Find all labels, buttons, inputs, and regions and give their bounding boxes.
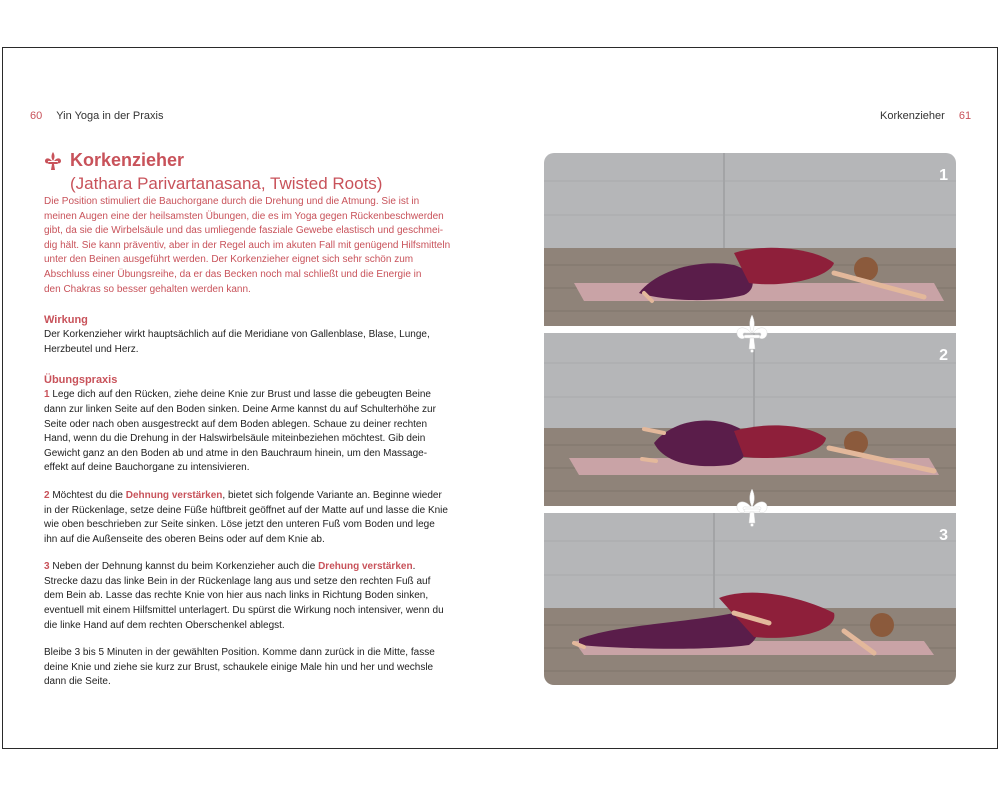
intro-line: dig hält. Sie kann präventiv, aber in der Regel auch im akuten Fall mit genügend Hilfsmitteln — [44, 239, 451, 251]
text-line — [44, 489, 464, 504]
pose-photo-3 — [544, 513, 956, 685]
text-line: dem Bein ab. Lasse das rechte Knie von hier aus nach links in Richtung Boden sinken, — [44, 590, 429, 602]
text-line: wie oben beschrieben zur Seite sinken. Löse jetzt den unteren Fuß vom Boden und lege — [44, 519, 435, 531]
highlight-text: Drehung verstärken — [318, 561, 413, 573]
text-line: die linke Hand auf dem rechten Oberschenkel ablegst. — [44, 619, 285, 631]
title-row — [44, 150, 464, 171]
intro-line: gibt, da sie die Wirbelsäule und das umliegende fasziale Gewebe elastisch und geschmei- — [44, 225, 444, 237]
pose-photo-1 — [544, 153, 956, 326]
text-line: Seite oder nach oben ausgestreckt auf dem Boden ablegen. Schaue zu deiner rechten — [44, 418, 428, 430]
uebungspraxis-heading: Übungspraxis — [44, 374, 118, 387]
left-page-number: 60 — [30, 110, 43, 122]
text-line — [44, 388, 464, 403]
text-line: dann zur linken Seite auf den Boden sinken. Deine Arme kannst du auf Schulterhöhe zur — [44, 403, 436, 415]
photo-number: 3 — [939, 527, 948, 544]
photo-number: 2 — [939, 347, 948, 364]
left-page-header — [30, 110, 163, 122]
intro-line: den Chakras so besser gehalten werden kann. — [44, 283, 251, 295]
text-line — [44, 560, 464, 575]
photo-number: 1 — [939, 167, 948, 184]
intro-line: unter den Beinen ausgeführt werden. Der Korkenzieher eignet sich sehr schön zum — [44, 254, 414, 266]
step-text: . — [412, 561, 416, 573]
step-number: 1 — [44, 389, 50, 401]
step-1-paragraph — [44, 388, 464, 476]
step-number: 2 — [44, 489, 50, 501]
step-3-paragraph — [44, 560, 464, 633]
right-running-title: Korkenzieher — [880, 110, 945, 122]
right-page-header — [880, 110, 971, 122]
pose-1-illustration — [544, 153, 956, 326]
article-title: Korkenzieher — [70, 150, 185, 170]
fleur-de-lis-icon — [44, 151, 62, 171]
text-line: in der Rückenlage, setze deine Füße hüftbreit geöffnet auf der Matte auf und lasse die Knie — [44, 504, 448, 516]
left-running-title: Yin Yoga in der Praxis — [56, 110, 164, 122]
highlight-text: Dehnung verstärken — [125, 489, 223, 501]
intro-line: meinen Augen eine der heilsamsten Übungen, die es im Yoga gegen Rückenbeschwerden — [44, 210, 444, 222]
intro-paragraph — [44, 195, 464, 297]
text-line: deine Knie und ziehe sie kurz zur Brust, schaukele einige Male hin und her und wechsle — [44, 661, 434, 673]
text-line: Hand, wenn du die Drehung in der Halswirbelsäule miteinbeziehen möchtest. Gib dein — [44, 433, 426, 445]
text-line: Strecke dazu das linke Bein in der Rückenlage lang aus und setze den rechten Fuß auf — [44, 575, 431, 587]
closing-paragraph — [44, 646, 464, 690]
wirkung-paragraph — [44, 328, 464, 357]
step-text: Neben der Dehnung kannst du beim Korkenzieher auch die — [49, 561, 319, 573]
text-line: effekt auf deine Bauchorgane zu intensivieren. — [44, 462, 250, 474]
step-text: , bietet sich folgende Variante an. Beginne wieder — [222, 489, 442, 501]
text-line: Der Korkenzieher wirkt hauptsächlich auf die Meridiane von Gallenblase, Blase, Lunge, — [44, 329, 430, 341]
pose-photo-2 — [544, 333, 956, 506]
ornament-divider-icon — [732, 487, 772, 527]
intro-line: Die Position stimuliert die Bauchorgane durch die Drehung und die Atmung. Sie ist in — [44, 196, 420, 207]
step-text: Möchtest du die — [49, 489, 126, 501]
text-line: Gewicht ganz an den Boden ab und atme in den Bauchraum hinein, um den Massage- — [44, 447, 428, 459]
step-number: 3 — [44, 561, 50, 573]
wirkung-heading: Wirkung — [44, 314, 88, 327]
text-line: eventuell mit einem Hilfsmittel unterlagert. Du spürst die Wirkung noch intensiver, wenn du — [44, 605, 444, 617]
article-subtitle: (Jathara Parivartanasana, Twisted Roots) — [70, 174, 383, 193]
text-line: Herzbeutel und Herz. — [44, 343, 139, 355]
wall — [544, 153, 956, 248]
intro-line: Abschluss einer Übungsreihe, da er das Becken noch mal schließt und die Energie in — [44, 268, 422, 280]
text-line: ihn auf die Außenseite des oberen Beins oder auf dem Knie ab. — [44, 533, 325, 545]
pose-2-illustration — [544, 333, 956, 506]
head — [870, 613, 894, 637]
step-text: Lege dich auf den Rücken, ziehe deine Knie zur Brust und lasse die gebeugten Beine — [49, 389, 431, 401]
pose-3-illustration — [544, 513, 956, 685]
text-line: dann die Seite. — [44, 676, 111, 688]
article — [44, 150, 464, 690]
text-line: Bleibe 3 bis 5 Minuten in der gewählten Position. Komme dann zurück in die Mitte, fasse — [44, 647, 435, 659]
step-2-paragraph — [44, 489, 464, 547]
right-page-number: 61 — [958, 110, 972, 122]
ornament-divider-icon — [732, 313, 772, 353]
photo-strip — [544, 153, 956, 685]
